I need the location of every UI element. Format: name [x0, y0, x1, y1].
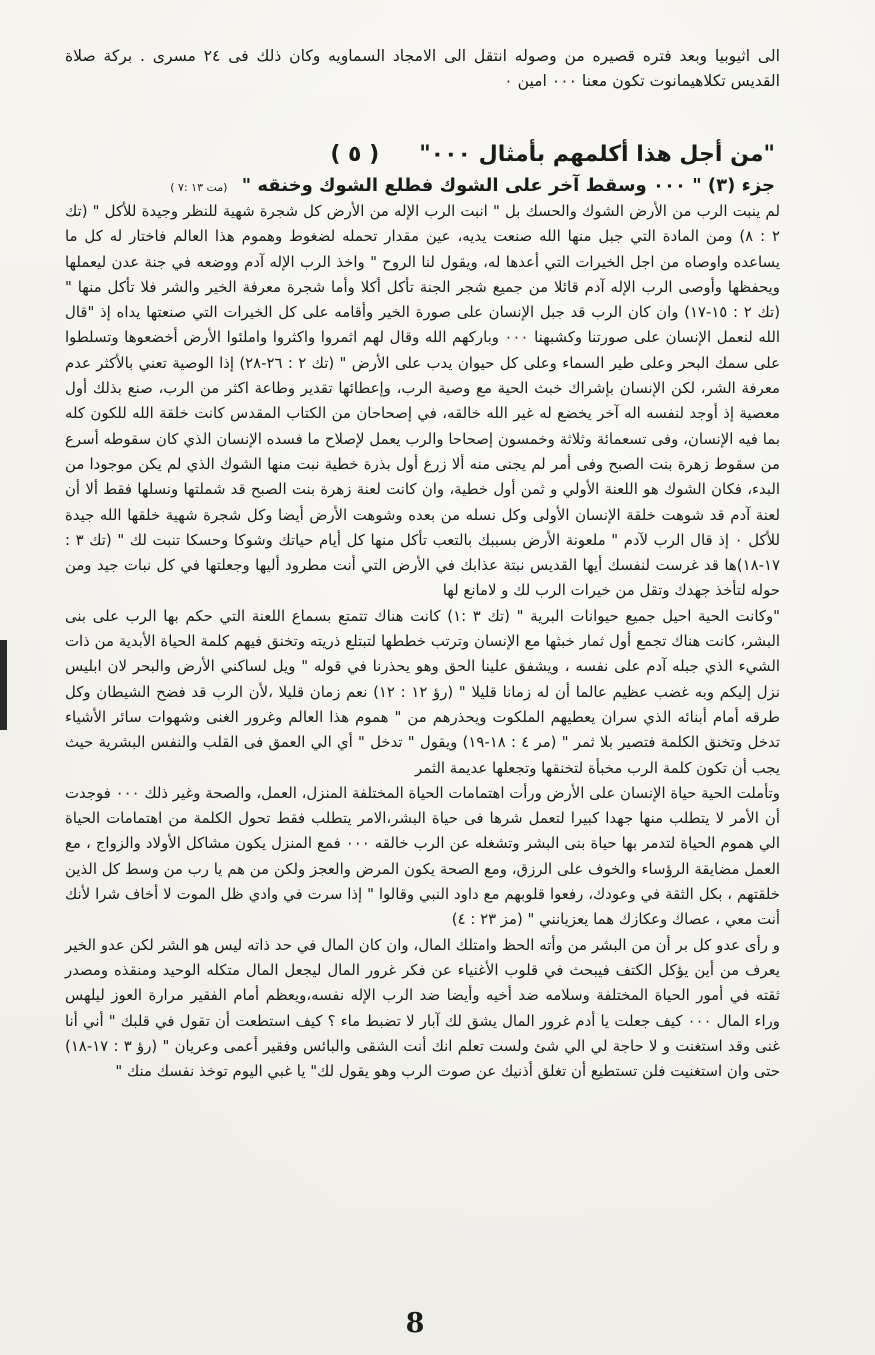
- body-text: [65, 199, 780, 1084]
- binding-edge-mark: [0, 640, 7, 730]
- paragraph: "وكانت الحية احيل جميع حيوانات البرية " (تك ٣ :١) كانت هناك تتمتع بسماع اللعنة التي حكم بها الرب على بنى البشر، كانت هناك تجمع أول ثمار خبثها مع الإنسان وترتب خططها لتبتلع ذريته وتخنق فيهم كلمة الحياة الأبدية من ذات الشيء الذي جبله آدم على نفسه ، ويشفق علينا الحق وهو يحذرنا في قوله " ويل لساكني الأرض والبحر لان ابليس نزل إليكم وبه غضب عظيم عالما أن له زمانا قليلا " (رؤ ١٢ : ١٢) نعم زمان قليلا ،لأن الرب قد فضح الشيطان وكل طرقه أمام أبنائه الذي سران يعطيهم الملكوت ويحذرهم من " هموم هذا العالم وغرور الغنى وشهوات سائر الأشياء تدخل وتخنق الكلمة فتصير بلا ثمر " (مر ٤ : ١٨-١٩) ويقول " تدخل " أي الي العمق فى القلب والنفس البشرية حيث يجب أن تكون كلمة الرب مخبأة لتخنقها وتجعلها عديمة الثمر: [65, 606, 781, 777]
- chapter-heading-text: "من أجل هذا أكلمهم بأمثال ٠٠٠": [419, 142, 775, 167]
- paragraph: لم ينبت الرب من الأرض الشوك والحسك بل " انبت الرب الإله من الأرض كل شجرة شهية للنظر وجيدة للأكل " (تك ٢ : ٨) ومن المادة التي جبل منها الله صنعت يديه، عين مقدار تحمله لضغوط وهموم هذا العالم فاختار له كل ما يساعده واوصاه من اجل الخيرات التي أعدها له، ويقول لنا الروح " واخذ الرب الإله آدم ووضعه في جنة عدن ليعملها ويحفظها وأوصى الرب الإله آدم قائلا من جميع شجر الجنة تأكل أكلا وأما شجرة معرفة الخير والشر فلا تأكل منها " (تك ٢ : ١٥-١٧) وان كان الرب قد جبل الإنسان على صورة الخير وأقامه على كل الخيرات التي صنعتها يداه إذ "قال الله لنعمل الإنسان على صورتنا وكشبهنا ٠٠٠ وباركهم الله وقال لهم اثمروا واكثروا واملئوا الأرض أخضعوها وتسلطوا على سمك البحر وعلى طير السماء وعلى كل حيوان يدب على الأرض " (تك ٢ : ٢٦-٢٨) إذا الوصية تعني بالأكثر عدم معرفة الشر، لكن الإنسان بإشراك خبث الحية مع وصية الرب، وإعطائها تقدير وطاعة اكثر من الرب، صنع بذلك أول معصية إذ أوجد لنفسه اله آخر يخضع له غير الله خالقه، في إصحاحان من الكتاب المقدس كانت خلقة الله للكون كله بما فيه الإنسان، وفى تسعمائة وثلاثة وخمسون إصحاحا والرب يعمل لإصلاح ما فسده الإنسان الذي كان سقوطه أسرع من سقوط زهرة بنت الصبح وفى أمر لم يجنى منه ألا زرع أول بذرة خطية نبت منها الشوك الذي لم يكن موجودا من البدء، فكان الشوك هو اللعنة الأولي و ثمن أول خطية، وان كانت لعنة زهرة بنت الصبح قد شملتها ونسلها فقط ألا أن لعنة آدم قد شوهت خلقة الإنسان الأولى وكل نسله من بعده وشوهت الأرض أيضا وكل شجرة شهية خلقها الله جيدة للأكل ٠ إذ قال الرب لآدم " ملعونة الأرض بسببك بالتعب تأكل منها كل أيام حياتك وشوكا وحسكا تنبت لك " (تك ٣ : ١٧-١٨)ها قد غرست لنفسك أيها القديس نبتة عذابك في الأرض التي أنت مطرود أليها وجعلتها في كل نبات جيد ومن حوله لتأخذ جهدك وتقل من خيرات الرب لك و لامانع لها: [65, 202, 781, 600]
- part-reference: (مت ١٣ :٧ ): [170, 181, 228, 194]
- intro-text: الى اثيوبيا وبعد فتره قصيره من وصوله انتقل الى الامجاد السماويه وكان ذلك فى ٢٤ مسرى . بركة صلاة القديس تكلاهيمانوت تكون معنا ٠٠٠ امين ٠: [65, 47, 780, 90]
- paragraph: وتأملت الحية حياة الإنسان على الأرض ورأت اهتمامات الحياة المختلفة المنزل، العمل، والصحة وغير ذلك ٠٠٠ فوجدت أن الأمر لا يتطلب منها جهدا كبيرا لتعمل شرها فى حياة البشر،الامر يتطلب فقط تحول الكلمة من اهتمامات الحياة الي هموم الحياة لتدمر بها حياة بنى البشر وتشغله عن الرب خالقه ٠٠٠ فمع المنزل يكون مشاكل الأولاد والزواج ، مع العمل مضايقة الرؤساء والخوف على الرزق، ومع الصحة يكون المرض والعجز ولكن من هم يا رب من وسط كل الذين خلقتهم ، بكل الثقة في وعودك، رفعوا قلوبهم مع داود النبي وقالوا " إذا سرت في وادي ظل الموت لا أخاف شرا لأنك أنت معي ، عصاك وعكازك هما يعزيانني " (مز ٢٣ : ٤): [65, 783, 780, 929]
- intro-section: [65, 44, 780, 94]
- page-number: 8: [405, 1308, 425, 1339]
- part-quote: " ٠٠٠ وسقط آخر على الشوك فطلع الشوك وخنقه ": [241, 175, 702, 196]
- part-label: جزء (٣): [707, 175, 775, 196]
- part-title: [65, 175, 775, 196]
- chapter-heading-number: ( ٥ ): [330, 142, 380, 167]
- paragraph: و رأى عدو كل بر أن من البشر من وأته الحظ وامتلك المال، وان كان المال في حد ذاته ليس هو الشر لكن عدو الخير يعرف من أين يؤكل الكتف فيبحث في قلوب الأغنياء عن فكر غرور المال ليجعل المال متكله الوحيد ومنقذه ومصدر ثقته في أمور الحياة المختلفة وسلامه ضد أخيه وأيضا ضد الرب الإله نفسه،ويعظم أمام الفقير مرارة العوز ليلهس وراء المال ٠٠٠ كيف جعلت يا أدم غرور المال يشق لك آبار لا تضبط ماء ؟ كيف استطعت أن تقول في قلبك " أني أنا غنى وقد استغنت و لا حاجة لي الي شئ ولست تعلم انك أنت الشقى والبائس وفقير أعمى وعريان " (رؤ ٣ : ١٧-١٨) حتى وان استغنيت فلن تستطيع أن تغلق أذنيك عن صوت الرب وهو يقول لك" يا غبي اليوم توخذ نفسك منك ": [65, 935, 781, 1081]
- chapter-heading: [75, 142, 775, 167]
